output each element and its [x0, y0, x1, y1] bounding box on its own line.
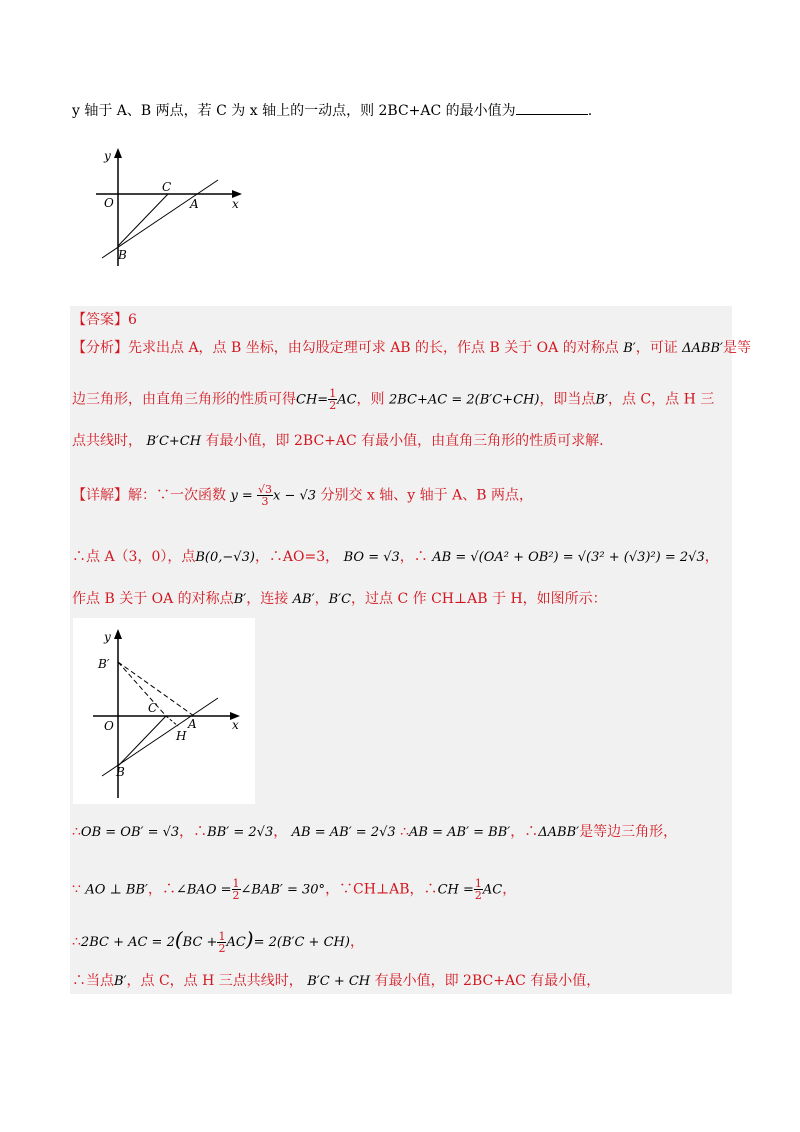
detail-line-1: 【详解】解：∵一次函数 y = $\frac{√3}{3}$ x − √3 分别交 x 轴、y 轴于 A、B 两点， — [72, 483, 533, 508]
proof-line-4: ∴当点B′，点 C，点 H 三点共线时， B′C + CH 有最小值，即 2BC+AC 有最小值， — [72, 973, 601, 989]
fig2-label-O: O — [104, 719, 114, 733]
proof-line-1: ∴OB = OB′ = √3，∴BB′ = 2√3， AB = AB′ = 2√3 ∴AB = AB′ = BB′，∴ΔABB′是等边三角形， — [72, 824, 678, 840]
fig1-label-O: O — [104, 196, 114, 210]
fig2-label-H: H — [176, 729, 187, 743]
fig2-label-y: y — [104, 630, 111, 644]
analysis-line-3: 点共线时， B′C+CH 有最小值，即 2BC+AC 有最小值，由直角三角形的性质可求解. — [72, 433, 604, 449]
figure-2 — [88, 626, 248, 801]
fig1-label-C: C — [162, 180, 172, 194]
fig2-label-x: x — [232, 718, 239, 732]
answer-value: 6 — [128, 312, 137, 328]
detail-line-3: 作点 B 关于 OA 的对称点B′，连接 AB′，B′C，过点 C 作 CH⊥AB 于 H，如图所示： — [72, 591, 607, 607]
fig1-label-A: A — [190, 197, 199, 211]
fig1-label-x: x — [232, 197, 239, 211]
proof-line-2: ∵ AO ⊥ BB′，∴∠BAO = $\frac{1}{2}$ ∠BAB′ = 30°，∵CH⊥AB，∴CH = $\frac{1}{2}$ AC， — [72, 877, 517, 902]
proof-line-3: ∴2BC + AC = 2(BC + $\frac{1}{2}$ AC)= 2(B′C + CH)， — [72, 927, 364, 955]
answer-line — [72, 311, 137, 329]
figure-1 — [96, 146, 256, 271]
fig2-label-C: C — [148, 701, 158, 715]
answer-label: 【答案】 — [72, 312, 128, 328]
frac-half: $\frac{1}{2}$ — [329, 387, 337, 412]
fig1-label-y: y — [104, 149, 111, 163]
fig2-label-A: A — [188, 717, 197, 731]
frac-sqrt3-3: $\frac{√3}{3}$ — [257, 483, 272, 508]
fig2-label-Bprime: B′ — [98, 657, 110, 671]
question-text: y 轴于 A、B 两点，若 C 为 x 轴上的一动点，则 2BC+AC 的最小值为 — [72, 103, 516, 119]
analysis-line-1: 【分析】先求出点 A，点 B 坐标，由勾股定理可求 AB 的长，作点 B 关于 OA 的对称点 B′，可证 ΔABB′是等 — [72, 340, 751, 356]
fig1-label-B: B — [118, 248, 127, 262]
detail-line-2: ∴点 A（3，0），点B(0,−√3)，∴AO=3， BO = √3，∴ AB = √(OA² + OB²) = √(3² + (√3)²) = 2√3， — [72, 549, 719, 565]
fig2-label-B: B — [116, 765, 125, 779]
question-line: y 轴于 A、B 两点，若 C 为 x 轴上的一动点，则 2BC+AC 的最小值为 . — [72, 103, 593, 119]
analysis-line-2: 边三角形，由直角三角形的性质可得CH= $\frac{1}{2}$ AC，则 2BC+AC = 2(B′C+CH)，即当点B′，点 C，点 H 三 — [72, 387, 715, 412]
answer-blank — [516, 102, 588, 115]
